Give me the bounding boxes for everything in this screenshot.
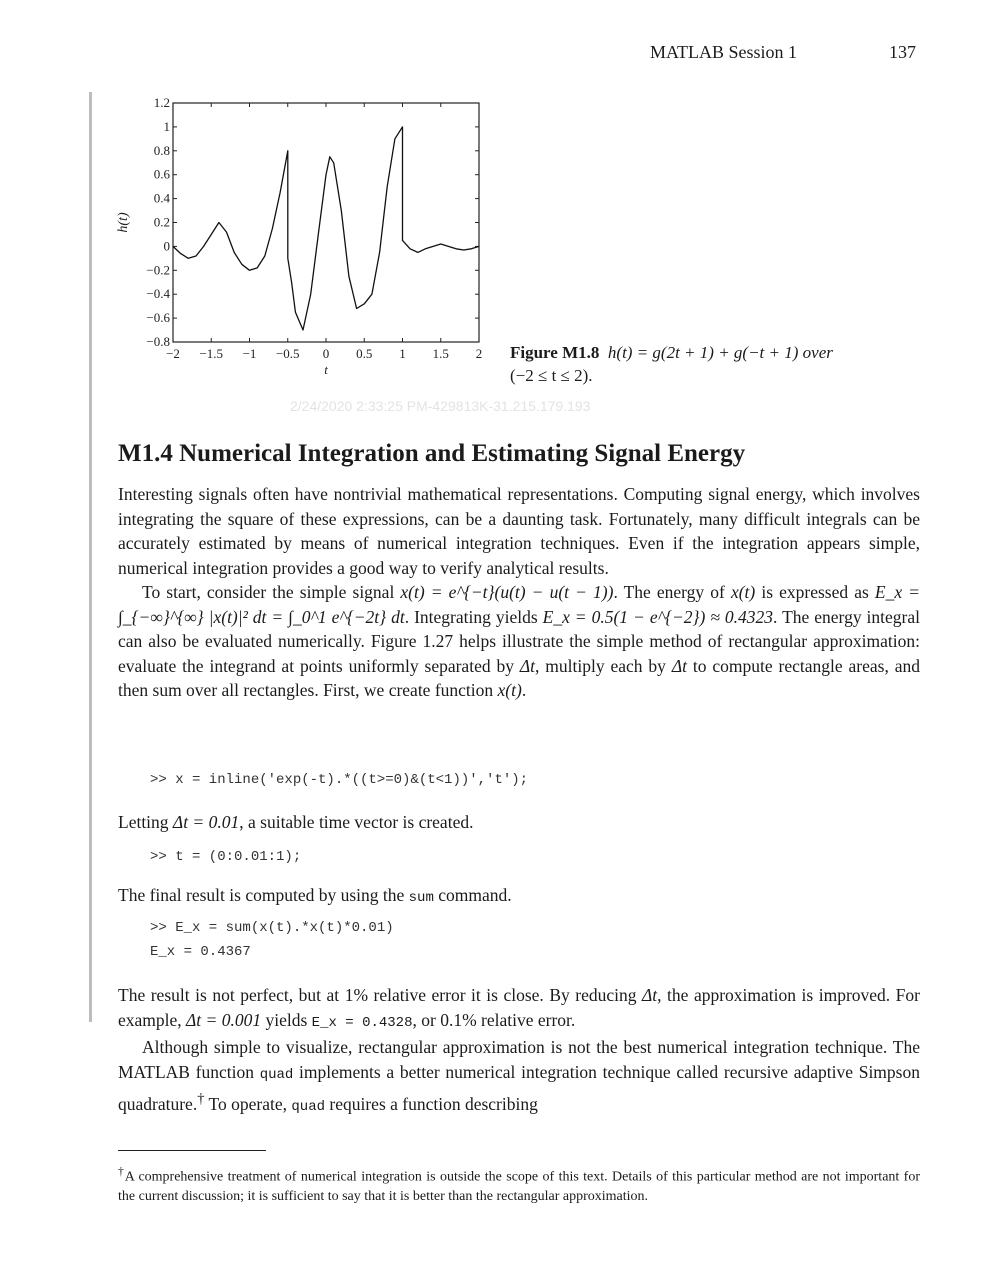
figure-caption: [510, 341, 910, 387]
code-block-3a: >> E_x = sum(x(t).*x(t)*0.01): [150, 920, 394, 936]
footnote-text: A comprehensive treatment of numerical integration is outside the scope of this text. Details of this particular method are not important for the current discussion; it is sufficient to say that it is better than the rectangular approximation.: [118, 1169, 921, 1204]
x-tick-label: 1: [399, 346, 406, 361]
series-line-h: [173, 127, 479, 330]
x-tick-label: 2: [475, 346, 483, 361]
caption-range: (−2 ≤ t ≤ 2).: [510, 366, 593, 385]
paragraph-4: The final result is computed by using the sum command.: [118, 885, 512, 906]
footnote-rule: [118, 1150, 266, 1151]
energy-expression: E_x = ∫_{−∞}^{∞} |x(t)|² dt = ∫_0^1 e^{−2t} dt: [118, 582, 920, 627]
energy-result: E_x = 0.5(1 − e^{−2}) ≈ 0.4323: [542, 606, 774, 627]
x-tick-label: 1.5: [432, 346, 449, 361]
section-number: M1.4: [118, 440, 173, 467]
x-tick-label: 0: [322, 346, 330, 361]
signal-expression: x(t) = e^{−t}(u(t) − u(t − 1)): [400, 582, 614, 602]
code-block-3b: E_x = 0.4367: [150, 944, 251, 960]
code-block-1: >> x = inline('exp(-t).*((t>=0)&(t<1))','t');: [150, 772, 529, 788]
y-tick-label: −0.8: [146, 334, 170, 349]
y-tick-label: 0.8: [153, 142, 170, 158]
footnote-marker: †: [197, 1091, 205, 1107]
y-axis-label: h(t): [116, 212, 131, 233]
page-number: 137: [889, 42, 916, 62]
paragraph-1: Interesting signals often have nontrivial mathematical representations. Computing signal energy, which involves integrating the square of these expressions, can be a daunting task. Fortunately, many difficult integrals can be accurately estimated by means of numerical integration techniques. Even if the integration appears simple, numerical integration provides a good way to verify analytical results.: [118, 484, 920, 578]
x-tick-label: 0.5: [356, 346, 373, 361]
y-tick-label: −0.4: [146, 286, 170, 302]
y-tick-label: 1.2: [153, 95, 170, 110]
section-title: Numerical Integration and Estimating Signal Energy: [179, 440, 746, 467]
y-tick-label: 0.4: [153, 190, 170, 206]
x-tick-label: −1.5: [199, 346, 224, 361]
x-tick-label: −0.5: [275, 346, 300, 361]
paragraph-3: Letting Δt = 0.01, a suitable time vector is created.: [118, 812, 474, 832]
inline-code-result: E_x = 0.4328: [311, 1014, 413, 1031]
header-session: MATLAB Session 1: [650, 42, 798, 62]
caption-formula: h(t) = g(2t + 1) + g(−t + 1) over: [607, 343, 833, 362]
y-tick-label: −0.6: [146, 310, 170, 326]
paragraph-5: The result is not perfect, but at 1% relative error it is close. By reducing Δt, the approximation is improved. For example, Δt = 0.001 yields E_x = 0.4328, or 0.1% relative error. Although simple to visualize, rectangular approximation is not the best numerical integration technique. The MATLAB function quad implements a better numerical integration technique called recursive adaptive Simpson quadrature.† To operate, quad requires a function describing: [118, 983, 920, 1119]
sum-command: sum: [408, 890, 434, 906]
x-tick-label: −1: [242, 346, 257, 361]
figure-plot: [105, 90, 490, 390]
y-tick-label: 1: [163, 118, 170, 134]
watermark: 2/24/2020 2:33:25 PM-429813K-31.215.179.193: [290, 398, 591, 414]
paragraph-6: Although simple to visualize, rectangular approximation is not the best numerical integration technique. The MATLAB function quad implements a better numerical integration technique called recursive adaptive Simpson quadrature.† To operate, quad requires a function describing: [118, 1037, 920, 1115]
page-margin-bar: [89, 92, 92, 1022]
section-heading: [118, 440, 745, 468]
y-tick-label: 0.6: [153, 166, 170, 182]
y-tick-label: −0.2: [146, 262, 170, 278]
x-tick-label: −2: [166, 346, 180, 361]
x-axis-label: t: [324, 362, 328, 377]
figure-label: Figure M1.8: [510, 343, 600, 362]
y-tick-label: 0: [163, 238, 170, 254]
paragraph-2: To start, consider the simple signal x(t) = e^{−t}(u(t) − u(t − 1)). The energy of x(t) is expressed as E_x = ∫_{−∞}^{∞} |x(t)|² dt = ∫_0^1 e^{−2t} dt. Integrating yields E_x = 0.5(1 − e^{−2}) ≈ 0.4323. The energy integral can also be evaluated numerically. Figure 1.27 helps illustrate the simple method of rectangular approximation: evaluate the integrand at points uniformly separated by Δt, multiply each by Δt to compute rectangle areas, and then sum over all rectangles. First, we create function x(t).: [118, 582, 921, 700]
footnote: †A comprehensive treatment of numerical integration is outside the scope of this text. Details of this particular method are not important for the current discussion; it is sufficient to say that it is better than the rectangular approximation.: [118, 1165, 921, 1204]
y-tick-label: 0.2: [153, 214, 170, 230]
code-block-2: >> t = (0:0.01:1);: [150, 849, 302, 865]
paragraph-intro: [118, 482, 920, 703]
